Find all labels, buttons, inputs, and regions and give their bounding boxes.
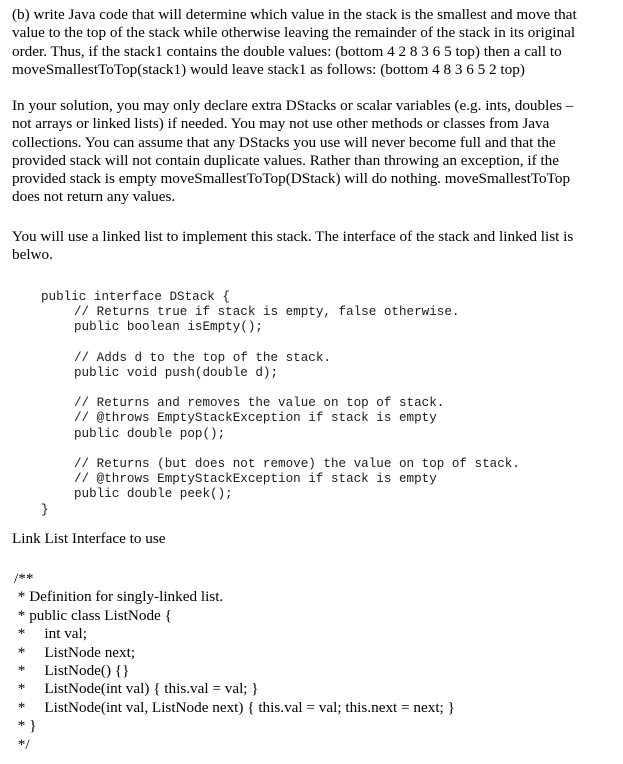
linked-list-note [12,228,612,265]
text-line: belwo. [12,246,53,264]
text-line: moveSmallestToTop(stack1) would leave stack1 as follows: (bottom 4 8 3 6 5 2 top) [12,60,525,78]
text-line: provided stack will not contain duplicate values. Rather than throwing an exception, if the [12,151,560,169]
code-interface-footer: } [41,503,49,517]
code-method-isempty: public boolean isEmpty(); [74,320,263,334]
code-comment: // @throws EmptyStackException if stack is empty [74,411,437,425]
code-line: * Definition for singly-linked list. [14,588,224,606]
code-line: /** [14,570,34,587]
section-title: Link List Interface to use [12,530,166,547]
code-line: * ListNode next; [14,643,136,661]
code-interface-header: public interface DStack { [41,290,230,304]
question-part-b [12,6,612,79]
code-line: * ListNode(int val) { this.val = val; } [14,680,259,698]
code-comment: // Returns and removes the value on top of stack. [74,396,445,410]
text-line: collections. You can assume that any DStacks you use will never become full and that the [12,133,556,151]
code-method-pop: public double pop(); [74,427,226,441]
code-method-push: public void push(double d); [74,366,279,380]
code-method-peek: public double peek(); [74,487,233,501]
code-comment: // Returns (but does not remove) the value on top of stack. [74,457,520,471]
code-comment: // Returns true if stack is empty, false otherwise. [74,305,460,319]
text-line: not arrays or linked lists) if needed. You may not use other methods or classes from Java [12,115,550,133]
code-line: * public class ListNode { [14,606,172,624]
text-line: In your solution, you may only declare extra DStacks or scalar variables (e.g. ints, doubles – [12,97,574,114]
text-line: (b) write Java code that will determine which value in the stack is the smallest and move that [12,6,577,23]
code-line: * ListNode(int val, ListNode next) { this.val = val; this.next = next; } [14,698,455,716]
code-comment: // @throws EmptyStackException if stack is empty [74,472,437,486]
listnode-comment-block [14,570,455,754]
text-line: does not return any values. [12,188,176,206]
text-line: You will use a linked list to implement this stack. The interface of the stack and linked list is [12,228,574,245]
text-line: order. Thus, if the stack1 contains the double values: (bottom 4 2 8 3 6 5 top) then a call to [12,42,562,60]
code-line: * int val; [14,625,87,643]
solution-rules [12,97,612,207]
code-line: */ [14,735,30,753]
code-line: * ListNode() {} [14,661,130,679]
code-comment: // Adds d to the top of the stack. [74,351,331,365]
text-line: value to the top of the stack while otherwise leaving the remainder of the stack in its original [12,24,576,42]
text-line: provided stack is empty moveSmallestToTop(DStack) will do nothing. moveSmallestToTop [12,170,571,188]
code-line: * } [14,717,37,735]
